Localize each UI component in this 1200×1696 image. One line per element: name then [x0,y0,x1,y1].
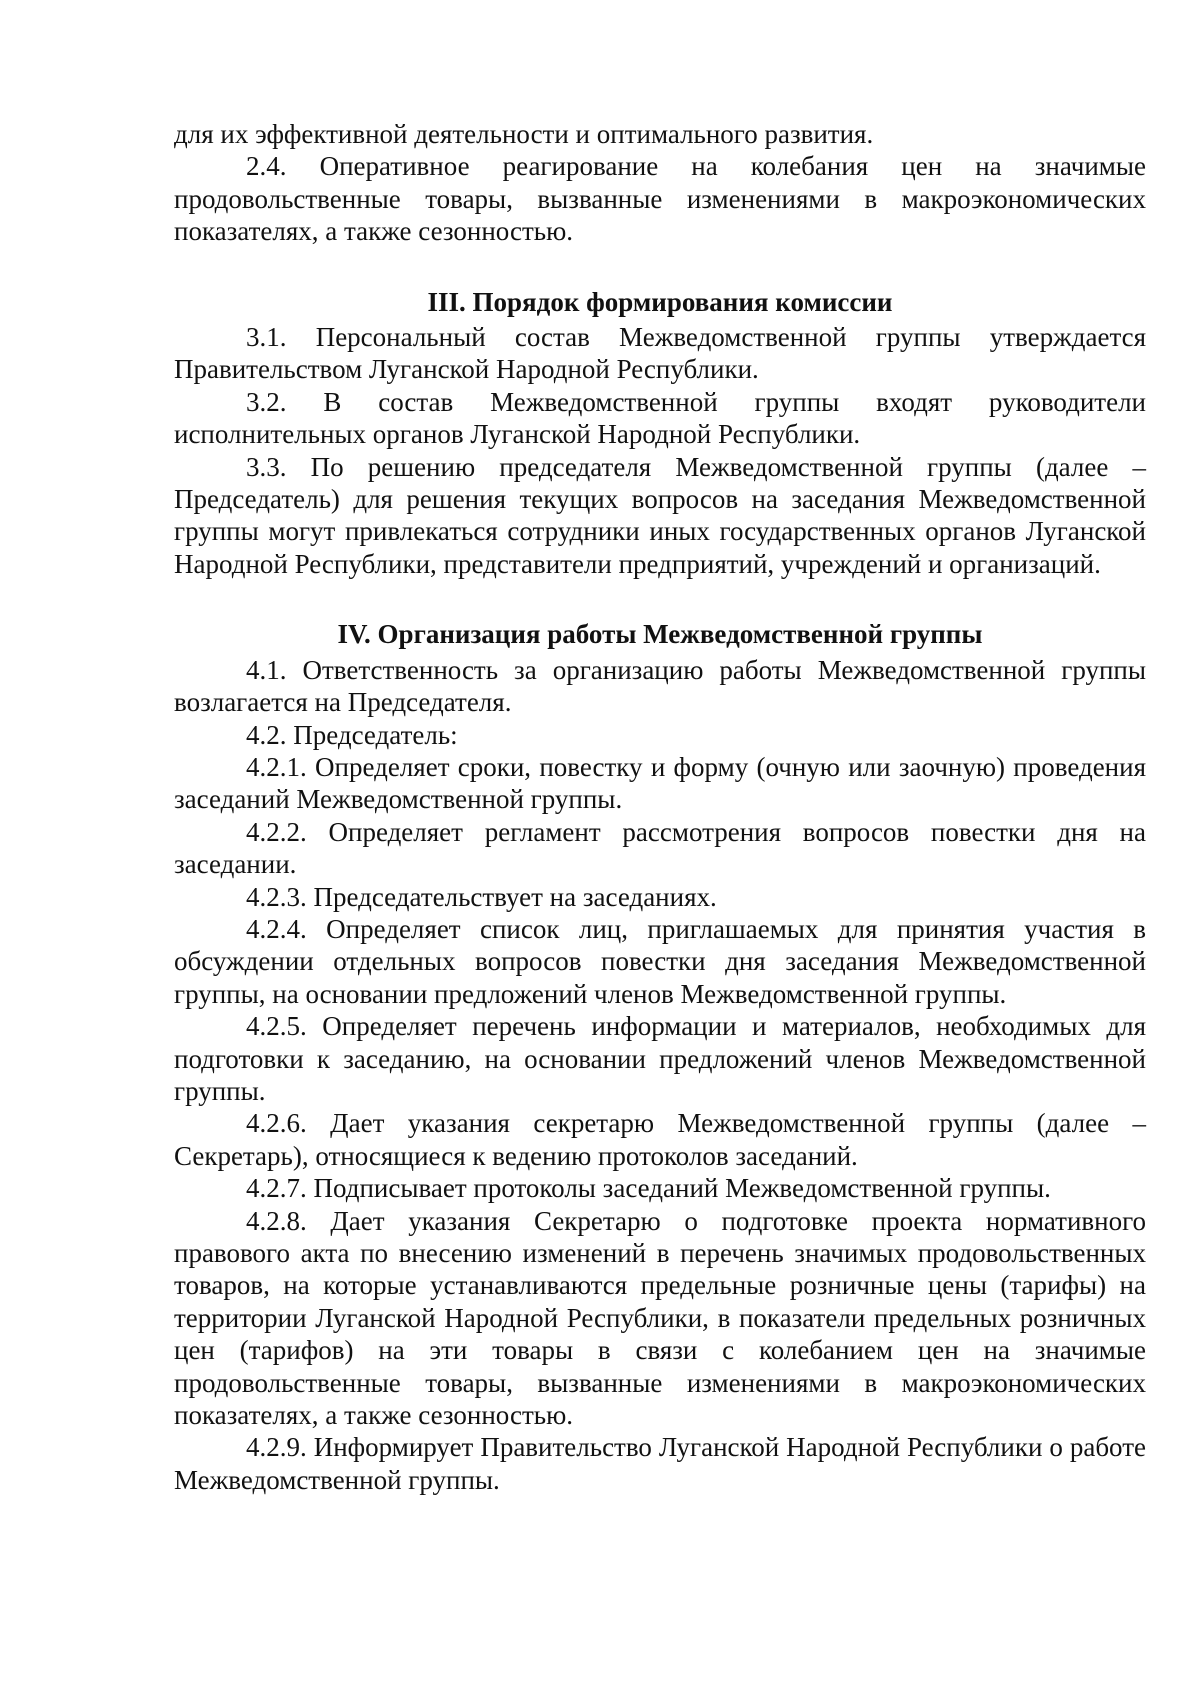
paragraph-4-2-7: 4.2.7. Подписывает протоколы заседаний Межведомственной группы. [246,1173,1051,1204]
paragraph-3-1: 3.1. Персональный состав Межведомственной группы утверждается Правительством Луганской Народной Республики. [174,322,1146,385]
paragraph-3-3: 3.3. По решению председателя Межведомственной группы (далее – Председатель) для решения текущих вопросов на заседания Межведомственной группы могут привлекаться сотрудники иных государственных органов Луганской Народной Республики, представители предприятий, учреждений и организаций. [174,451,1146,579]
section-4-heading: IV. Организация работы Межведомственной группы [337,619,983,650]
document-page [174,118,1146,1496]
paragraph-4-2: 4.2. Председатель: [246,719,458,750]
paragraph-4-2-3: 4.2.3. Председательствует на заседаниях. [246,881,717,912]
paragraph-4-2-5: 4.2.5. Определяет перечень информации и материалов, необходимых для подготовки к заседанию, на основании предложений членов Межведомственной группы. [174,1011,1146,1106]
spacer [174,580,1146,618]
paragraph-continuation: для их эффективной деятельности и оптимального развития. [174,119,874,149]
spacer [174,248,1146,286]
paragraph-4-1: 4.1. Ответственность за организацию работы Межведомственной группы возлагается на Председателя. [174,654,1146,718]
paragraph-3-2: 3.2. В состав Межведомственной группы входят руководители исполнительных органов Луганской Народной Республики. [174,386,1146,450]
paragraph-2-4: 2.4. Оперативное реагирование на колебания цен на значимые продовольственные товары, вызванные изменениями в макроэкономических показателях, а также сезонностью. [174,151,1146,247]
section-3-heading: III. Порядок формирования комиссии [427,286,893,317]
paragraph-4-2-8: 4.2.8. Дает указания Секретарю о подготовке проекта нормативного правового акта по внесению изменений в перечень значимых продовольственных товаров, на которые устанавливаются предельные розничные цены (тарифы) на территории Луганской Народной Республики, в показатели предельных розничных цен (тарифов) на эти товары в связи с колебанием цен на значимые продовольственные товары, вызванные изменениями в макроэкономических показателях, а также сезонностью. [174,1205,1146,1431]
paragraph-4-2-6: 4.2.6. Дает указания секретарю Межведомственной группы (далее – Секретарь), относящиеся к ведению протоколов заседаний. [174,1108,1146,1171]
paragraph-4-2-1: 4.2.1. Определяет сроки, повестку и форму (очную или заочную) проведения заседаний Межведомственной группы. [174,751,1146,815]
paragraph-4-2-9: 4.2.9. Информирует Правительство Луганской Народной Республики о работе Межведомственной группы. [174,1432,1146,1495]
paragraph-4-2-2: 4.2.2. Определяет регламент рассмотрения вопросов повестки дня на заседании. [174,816,1146,880]
paragraph-4-2-4: 4.2.4. Определяет список лиц, приглашаемых для принятия участия в обсуждении отдельных вопросов повестки дня заседания Межведомственной группы, на основании предложений членов Межведомственной группы. [174,913,1146,1009]
